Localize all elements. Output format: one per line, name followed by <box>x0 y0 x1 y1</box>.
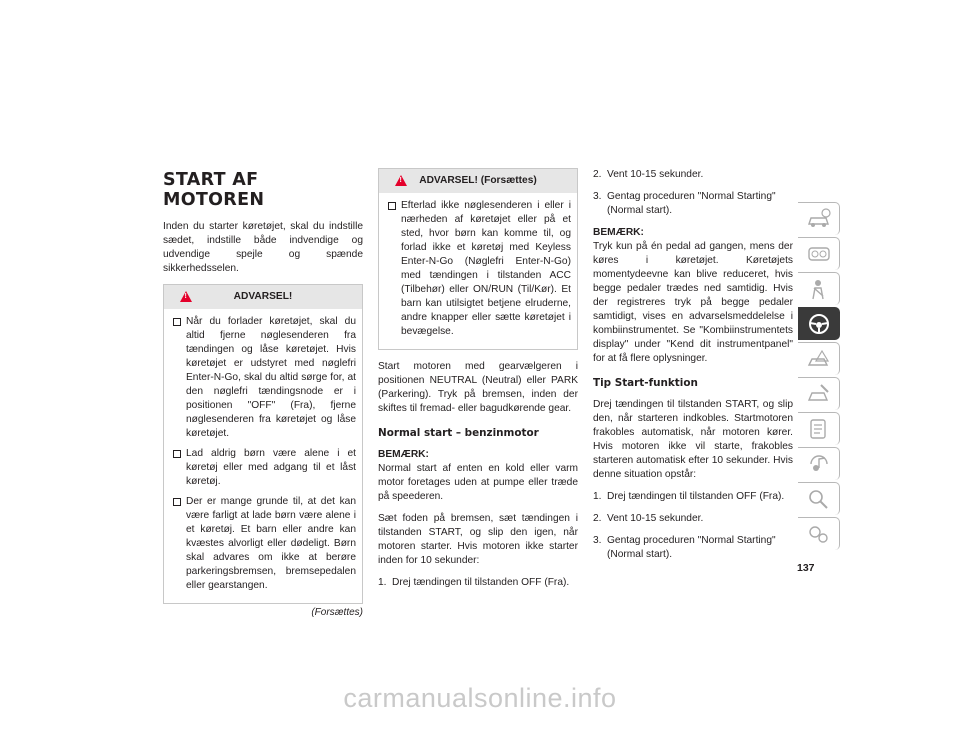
numbered-step: 2. Vent 10-15 sekunder. <box>593 169 704 180</box>
footer-watermark: carmanualsonline.info <box>343 683 617 713</box>
warning-heading: ADVARSEL! <box>233 291 293 302</box>
paragraph: Sæt foden på bremsen, sæt tændingen i tilstanden START, og slip den igen, når motoren starter. Hvis motoren ikke starter inden for 10 sekunder: <box>378 513 578 566</box>
continued-note: (Forsættes) <box>311 607 363 618</box>
tab-servicing[interactable] <box>798 377 840 410</box>
note-label: BEMÆRK: <box>593 227 644 238</box>
page-number: 137 <box>797 562 815 574</box>
warning-bullet: Når du forlader køretøjet, skal du altid fjerne nøglesenderen fra tændingen og låse køretøjet. Hvis køretøjet er udstyret med nøglefri Enter-N-Go, skal du altid sørge for, at den nøglefri tændingsnode er i positionen "OFF" (Fra), fjerne nøglesenderen fra køretøjet og låse køretøjet. <box>170 315 356 441</box>
tab-starting-operating[interactable] <box>798 307 840 340</box>
numbered-step: 3. Gentag proceduren "Normal Starting" (Normal start). <box>593 535 776 560</box>
chapter-tabs <box>798 202 840 552</box>
tab-index[interactable] <box>798 482 840 515</box>
warning-box-continued <box>378 168 578 350</box>
square-bullet-icon <box>173 498 181 506</box>
square-bullet-icon <box>173 318 181 326</box>
warning-heading: ADVARSEL! (Forsættes) <box>419 175 537 186</box>
tab-specifications[interactable] <box>798 412 840 445</box>
warning-bullet: Lad aldrig børn være alene i et køretøj eller med adgang til et låst køretøj. <box>170 447 356 489</box>
numbered-step: 1. Drej tændingen til tilstanden OFF (Fra). <box>378 577 570 588</box>
settings-languages-icon <box>806 522 832 546</box>
paragraph: Drej tændingen til tilstanden START, og slip den, når starteren indkobles. Startmotoren frakobles automatisk, når motoren kører. Hvis motoren ikke vil starte, frakobles starteren automatisk efter 10 sekunder. Hvis denne situation opstår: <box>593 399 793 480</box>
warning-triangle-icon <box>180 291 192 302</box>
numbered-step: 1. Drej tændingen til tilstanden OFF (Fra). <box>593 491 785 502</box>
service-car-icon <box>806 382 832 406</box>
section-title: START AF MOTOREN <box>163 170 265 210</box>
warning-bullet: Efterlad ikke nøglesenderen i eller i nærheden af køretøjet eller på et sted, hvor børn kan komme til, og forlad ikke et køretøj med Keyless Enter-N-Go (Nøglefri Enter-N-Go) med tændingen i tilstanden ACC (Tilbehør) eller ON/RUN (Til/Kør). Et barn kan utilsigtet betjene elruderne, andre knapper eller sætte køretøjet i bevægelse. <box>385 199 571 339</box>
warning-body <box>379 193 577 349</box>
intro-paragraph: Inden du starter køretøjet, skal du indstille sædet, indstille både indvendige og udvendige spejle og spænde sikkerhedsselen. <box>163 221 363 274</box>
subheading: Normal start – benzinmotor <box>378 427 539 439</box>
warning-header <box>379 168 577 193</box>
warning-triangle-icon <box>395 175 407 186</box>
note-label: BEMÆRK: <box>378 449 429 460</box>
seatbelt-safety-icon <box>806 277 832 301</box>
subheading: Tip Start-funktion <box>593 377 698 389</box>
paragraph: Start motoren med gearvælgeren i positionen NEUTRAL (Neutral) eller PARK (Parkering). Tryk på bremsen, inden der skiftes til fremad- eller bagudkørende gear. <box>378 361 578 414</box>
tab-languages[interactable] <box>798 517 840 550</box>
warning-header <box>164 284 362 309</box>
tab-emergency[interactable] <box>798 342 840 375</box>
numbered-step: 3. Gentag proceduren "Normal Starting" (Normal start). <box>593 191 776 216</box>
tab-safety[interactable] <box>798 272 840 305</box>
note-text: Normal start af enten en kold eller varm motor foretages uden at pumpe eller træde på speederen. <box>378 463 578 502</box>
steering-wheel-icon <box>806 312 832 336</box>
note-text: Tryk kun på én pedal ad gangen, mens der køres i køretøjet. Køretøjets momentydeevne kan blive reduceret, hvis begge pedaler trædes ned samtidig. Hvis der registreres tryk på begge pedaler samtidigt, vises en advarselsmeddelelse i kombiinstrumentet. Se "Kombiinstrumentets display" under "Kend dit instrumentpanel" for at få flere oplysninger. <box>593 241 793 364</box>
multimedia-icon <box>806 452 832 476</box>
column-1 <box>163 170 363 620</box>
car-info-icon <box>806 207 832 231</box>
warning-box <box>163 284 363 604</box>
warning-car-icon <box>806 347 832 371</box>
dashboard-icon <box>806 242 832 266</box>
square-bullet-icon <box>388 202 396 210</box>
tab-dashboard[interactable] <box>798 237 840 270</box>
list-spec-icon <box>806 417 832 441</box>
tab-multimedia[interactable] <box>798 447 840 480</box>
tab-car-info[interactable] <box>798 202 840 235</box>
square-bullet-icon <box>173 450 181 458</box>
column-2 <box>378 168 578 598</box>
column-3 <box>593 168 793 570</box>
warning-bullet: Der er mange grunde til, at det kan være farligt at lade børn være alene i et køretøj. Et barn eller andre kan kvæstes alvorligt eller dødeligt. Børn skal advares om ikke at berøre parkeringsbremsen, bremsepedalen eller gearstangen. <box>170 495 356 593</box>
numbered-step: 2. Vent 10-15 sekunder. <box>593 513 704 524</box>
search-icon <box>806 487 832 511</box>
warning-body <box>164 309 362 603</box>
